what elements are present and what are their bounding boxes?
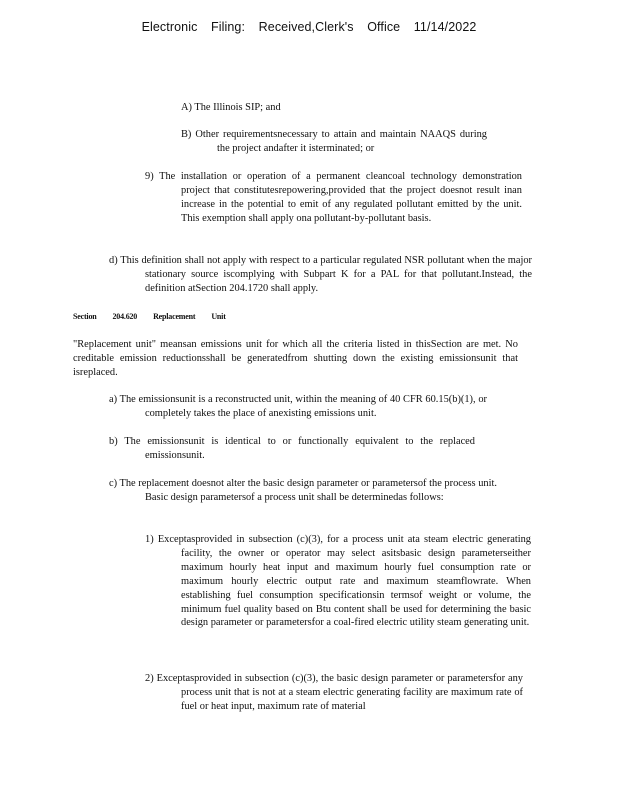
paragraph-criterion-a: a) The emissionsunit is a reconstructed unit, within the meaning of 40 CFR 60.15(b)(1), or completely takes the place of anexisting emissions unit. (109, 394, 487, 419)
section-title-word-1: Replacement (153, 312, 196, 321)
section-number: 204.620 (112, 312, 138, 321)
paragraph-illinois-sip: A) The Illinois SIP; and (181, 102, 281, 113)
section-label: Section (73, 312, 97, 321)
filing-stamp-header: Electronic Filing: Received,Clerk's Office 11/14/2022 (141, 20, 477, 34)
section-title-word-2: Unit (211, 312, 226, 321)
paragraph-criterion-c-2: 2) Exceptasprovided in subsection (c)(3), the basic design parameter or parametersfor any process unit that is not at a steam electric generating facility are maximum rate of fuel or heat input, maximum rate of material (145, 673, 523, 712)
paragraph-criterion-b: b) The emissionsunit is identical to or functionally equivalent to the replaced emissionsunit. (109, 436, 475, 461)
paragraph-criterion-c-1: 1) Exceptasprovided in subsection (c)(3), for a process unit ata steam electric generating facility, the owner or operator may select asitsbasic design parameterseither maximum hourly heat input and maximum hourly fuel consumption rate or maximum hourly electric output rate and maximum steamflowrate. When establishing fuel consumption specificationsin termsof weight or volume, the minimum fuel quality based on Btu content shall be used for determining the basic design parameter or parametersfor a coal-fired electric utility steam generating unit. (145, 534, 531, 629)
paragraph-item-9-clean-coal: 9) The installation or operation of a permanent cleancoal technology demonstration project that constitutesrepowering,provided that the project doesnot result inan increase in the potential to emit of any regulated pollutant emitted by the unit. This exemption shall apply ona pollutant-by-pollutant basis. (145, 171, 522, 224)
section-heading (73, 312, 242, 321)
paragraph-criterion-c: c) The replacement doesnot alter the basic design parameter or parametersof the process unit. Basic design parametersof a process unit shall be determinedas follows: (109, 478, 497, 503)
paragraph-other-requirements: B) Other requirementsnecessary to attain and maintain NAAQS during the project andafter it isterminated; or (181, 129, 487, 154)
paragraph-item-d-definition-exception: d) This definition shall not apply with respect to a particular regulated NSR pollutant when the major stationary source iscomplying with Subpart K for a PAL for that pollutant.Instead, the definition atSection 204.1720 shall apply. (109, 255, 532, 294)
paragraph-replacement-unit-definition: "Replacement unit" meansan emissions unit for which all the criteria listed in thisSection are met. No creditable emission reductionsshall be generatedfrom shutting down the existing emissionsunit that isreplaced. (73, 339, 518, 378)
